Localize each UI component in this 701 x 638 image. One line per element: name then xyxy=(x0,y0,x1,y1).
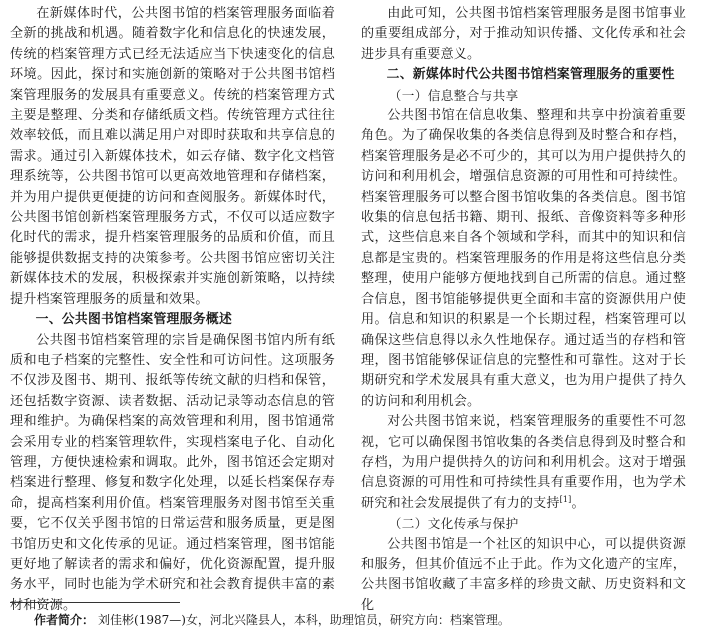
intro-paragraph: 在新媒体时代，公共图书馆的档案管理服务面临着全新的挑战和机遇。随着数字化和信息化的快速发展，传统的档案管理方式已经无法适应当下快速变化的信息环境。因此，探讨和实施创新的策略对于公共图书馆档案管理服务的发展具有重要意义。传统的档案管理方式主要是整理、分类和存储纸质文档。传统管理方式往往效率较低，而且难以满足用户对即时获取和共享信息的需求。通过引入新媒体技术，如云存储、数字化文档管理系统等，公共图书馆可以更高效地管理和存储档案，并为用户提供更便捷的访问和查阅服务。新媒体时代，公共图书馆创新档案管理服务方式，不仅可以适应数字化时代的需求，提升档案管理服务的品质和价值，而且能够提供数据支持的决策参考。公共图书馆应密切关注新媒体技术的发展，积极探索并实施创新策略，以持续提升档案管理服务的质量和效果。 xyxy=(10,6,335,307)
footnote-label: 作者简介： xyxy=(34,613,95,627)
subsection-1-heading: （一）信息整合与共享 xyxy=(388,87,519,103)
citation-ref: [1] xyxy=(559,494,572,504)
section-2-heading: 二、新媒体时代公共图书馆档案管理服务的重要性 xyxy=(386,67,675,83)
subsection-2-paragraph: 公共图书馆是一个社区的知识中心，可以提供资源和服务，但其价值远不止于此。作为文化遗产的宝库，公共图书馆收藏了丰富多样的珍贵文献、历史资料和文化 xyxy=(361,536,686,613)
subsection-1-paragraph: 公共图书馆在信息收集、整理和共享中扮演着重要角色。为了确保收集的各类信息得到及时整合和存档，档案管理服务是必不可少的，其可以为用户提供持久的访问和利用机会，增强信息资源的可用性和可持续性。档案管理服务可以整合图书馆收集的各类信息。图书馆收集的信息包括书籍、期刊、报纸、音像资料等多种形式，这些信息来自各个领域和学科，而其中的知识和信息都是宝贵的。档案管理服务的作用是将这些信息分类整理，使用户能够方便地找到自己所需的信息。通过整合信息，图书馆能够提供更全面和丰富的资源供用户使用。信息和知识的积累是一个长期过程，档案管理可以确保这些信息得以永久性地保存。通过适当的存档和管理，图书馆能够保证信息的完整性和可靠性。这对于长期研究和学术发展具有重大意义，也为用户提供了持久的访问和利用机会。 xyxy=(361,108,686,409)
subsection-1-conclusion-paragraph xyxy=(361,412,686,514)
section-1-paragraph: 公共图书馆档案管理的宗旨是确保图书馆内所有纸质和电子档案的完整性、安全性和可访问性。这项服务不仅涉及图书、期刊、报纸等传统文献的归档和保管，还包括数字资源、读者数据、活动记录等动态信息的管理和维护。为确保档案的高效管理和利用，图书馆通常会采用专业的档案管理软件，实现档案电子化、自动化管理，方便快速检索和调取。此外，图书馆还会定期对档案进行整理、修复和数字化处理，以延长档案保存寿命，提高档案利用价值。档案管理服务对图书馆至关重要，它不仅关乎图书馆的日常运营和服务质量，更是图书馆历史和文化传承的见证。通过档案管理，图书馆能更好地了解读者的需求和偏好，优化资源配置，提升服务水平，同时也能为学术研究和社会教育提供丰富的素材和资源。 xyxy=(10,332,335,613)
right-column xyxy=(361,4,686,616)
left-column xyxy=(10,4,335,616)
footnote-divider xyxy=(10,602,180,603)
summary-paragraph: 由此可知，公共图书馆档案管理服务是图书馆事业的重要组成部分，对于推动知识传播、文化传承和社会进步具有重要意义。 xyxy=(361,6,686,62)
footnote-text: 刘佳彬(1987—)女，河北兴隆县人，本科，助理馆员，研究方向：档案管理。 xyxy=(98,613,510,627)
subsection-2-heading: （二）文化传承与保护 xyxy=(388,516,519,532)
author-footnote xyxy=(34,612,684,628)
conclusion-text: 对公共图书馆来说，档案管理服务的重要性不可忽视，它可以确保图书馆收集的各类信息得到及时整合和存档，为用户提供持久的访问和利用机会。这对于增强信息资源的可用性和可持续性具有重要作用，也为学术研究和社会发展提供了有力的支持 xyxy=(361,414,686,511)
conclusion-period: 。 xyxy=(571,495,585,511)
section-1-heading: 一、公共图书馆档案管理服务概述 xyxy=(35,312,233,328)
